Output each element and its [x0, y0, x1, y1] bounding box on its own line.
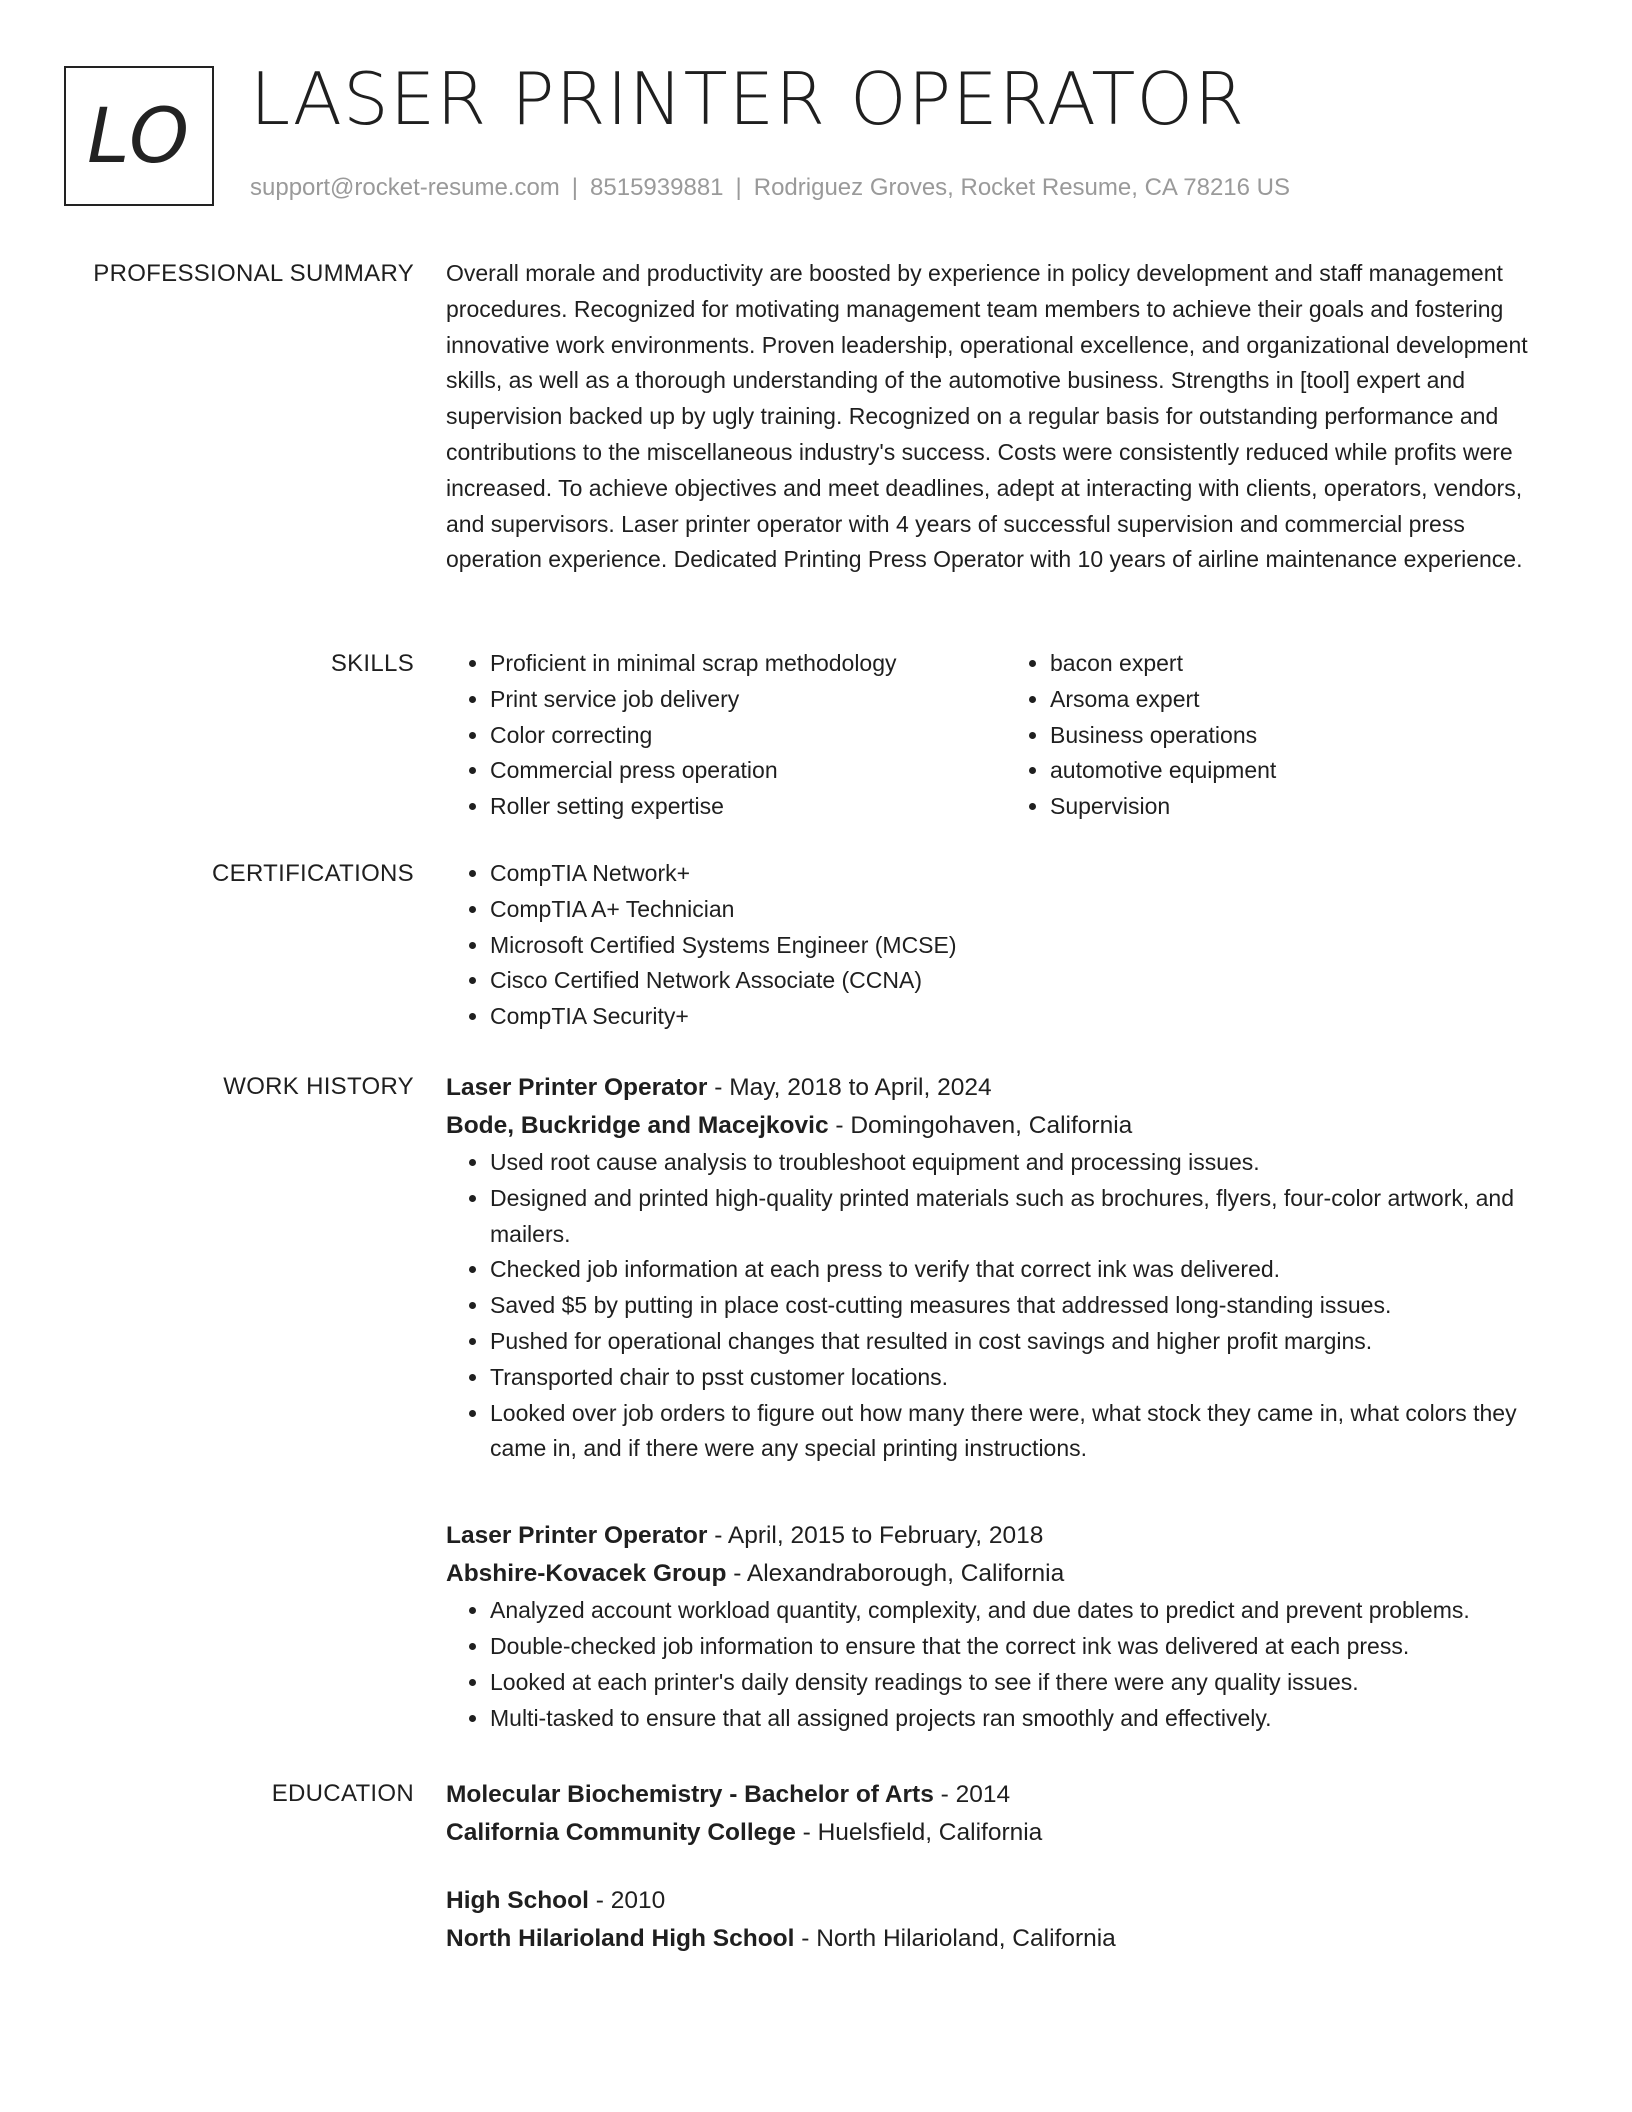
job-company-line: [446, 1107, 1566, 1145]
education-school: North Hilarioland High School: [446, 1925, 795, 1952]
contact-phone: 8515939881: [590, 174, 724, 201]
job-company: Bode, Buckridge and Macejkovic: [446, 1112, 829, 1139]
job-title-line: [446, 1069, 1566, 1107]
certification-item: • Cisco Certified Network Associate (CCNA): [490, 963, 1566, 999]
skill-item: • Roller setting expertise: [490, 789, 1006, 825]
job-dates: - April, 2015 to February, 2018: [707, 1522, 1044, 1550]
job-duty: • Checked job information at each press to verify that correct ink was delivered.: [490, 1252, 1566, 1288]
education-degree: Molecular Biochemistry - Bachelor of Arts: [446, 1781, 934, 1808]
skill-item: • bacon expert: [1050, 646, 1566, 682]
job-title: Laser Printer Operator: [446, 1522, 708, 1550]
job-company: Abshire-Kovacek Group: [446, 1560, 727, 1588]
education-school-line: [446, 1814, 1566, 1852]
job-duty: • Designed and printed high-quality printed materials such as brochures, flyers, four-color artwork, and mailers.: [490, 1181, 1566, 1253]
contact-line: [250, 174, 1290, 203]
skill-item: • Proficient in minimal scrap methodology: [490, 646, 1006, 682]
logo-initials: LO: [87, 91, 191, 180]
education-location: - North Hilarioland, California: [794, 1925, 1116, 1952]
job-duty: • Pushed for operational changes that resulted in cost savings and higher profit margins.: [490, 1324, 1566, 1360]
section-label-skills: SKILLS: [330, 650, 414, 677]
job-entry: [446, 1069, 1566, 1467]
education-entry: [446, 1776, 1566, 1852]
section-label-certifications: CERTIFICATIONS: [212, 860, 414, 887]
certification-item: • Microsoft Certified Systems Engineer (MCSE): [490, 928, 1566, 964]
certifications-list: [446, 856, 1566, 1035]
job-company-line: [446, 1555, 1566, 1593]
education-body: [446, 1776, 1566, 1958]
job-title: Laser Printer Operator: [446, 1074, 708, 1101]
job-duties: [446, 1593, 1566, 1736]
certifications-body: [446, 856, 1566, 1035]
education-degree-line: [446, 1882, 1566, 1920]
contact-separator: |: [735, 174, 742, 201]
education-school-line: [446, 1920, 1566, 1958]
skill-item: • Supervision: [1050, 789, 1566, 825]
contact-email: support@rocket-resume.com: [250, 174, 560, 201]
work-history-body: [446, 1069, 1566, 1786]
certification-item: • CompTIA A+ Technician: [490, 892, 1566, 928]
education-year: - 2014: [933, 1781, 1011, 1808]
skill-item: • Business operations: [1050, 718, 1566, 754]
education-year: - 2010: [588, 1887, 666, 1914]
skill-item: • automotive equipment: [1050, 753, 1566, 789]
skills-list-left: [446, 646, 1006, 825]
job-dates: - May, 2018 to April, 2024: [707, 1074, 992, 1101]
education-degree: High School: [446, 1887, 589, 1914]
skill-item: • Print service job delivery: [490, 682, 1006, 718]
job-duty: • Saved $5 by putting in place cost-cutting measures that addressed long-standing issues.: [490, 1288, 1566, 1324]
skills-columns: [446, 646, 1566, 825]
education-school: California Community College: [446, 1819, 796, 1846]
job-duty: • Looked over job orders to figure out how many there were, what stock they came in, what colors they came in, and if there were any special printing instructions.: [490, 1396, 1566, 1468]
job-duty: • Looked at each printer's daily density readings to see if there were any quality issues.: [490, 1665, 1566, 1701]
job-location: - Alexandraborough, California: [726, 1560, 1065, 1588]
section-label-summary: PROFESSIONAL SUMMARY: [93, 260, 414, 287]
education-location: - Huelsfield, California: [795, 1819, 1043, 1846]
certification-item: • CompTIA Network+: [490, 856, 1566, 892]
section-label-education: EDUCATION: [271, 1780, 414, 1807]
skill-item: • Commercial press operation: [490, 753, 1006, 789]
job-entry: [446, 1517, 1566, 1736]
skills-list-right: [1006, 646, 1566, 825]
section-label-work: WORK HISTORY: [223, 1073, 414, 1100]
contact-address: Rodriguez Groves, Rocket Resume, CA 78216 US: [753, 174, 1290, 201]
monogram-logo: [64, 66, 214, 206]
job-location: - Domingohaven, California: [828, 1112, 1133, 1139]
contact-separator: |: [571, 174, 579, 201]
job-duty: • Analyzed account workload quantity, complexity, and due dates to predict and prevent problems.: [490, 1593, 1566, 1629]
candidate-name: LASER PRINTER OPERATOR: [250, 57, 1246, 141]
job-duty: • Transported chair to psst customer locations.: [490, 1360, 1566, 1396]
skill-item: • Color correcting: [490, 718, 1006, 754]
certification-item: • CompTIA Security+: [490, 999, 1566, 1035]
job-duties: [446, 1145, 1566, 1467]
job-duty: • Double-checked job information to ensure that the correct ink was delivered at each press.: [490, 1629, 1566, 1665]
education-entry: [446, 1882, 1566, 1958]
skill-item: • Arsoma expert: [1050, 682, 1566, 718]
job-duty: • Multi-tasked to ensure that all assigned projects ran smoothly and effectively.: [490, 1701, 1566, 1737]
education-degree-line: [446, 1776, 1566, 1814]
summary-text: Overall morale and productivity are boosted by experience in policy development and staff management procedures. Recognized for motivating management team members to achieve their goals and fostering innovative work environments. Proven leadership, operational excellence, and organizational development skills, as well as a thorough understanding of the automotive business. Strengths in [tool] expert and supervision backed up by ugly training. Recognized on a regular basis for outstanding performance and contributions to the miscellaneous industry's success. Costs were consistently reduced while profits were increased. To achieve objectives and meet deadlines, adept at interacting with clients, operators, vendors, and supervisors. Laser printer operator with 4 years of successful supervision and commercial press operation experience. Dedicated Printing Press Operator with 10 years of airline maintenance experience.: [446, 260, 1528, 573]
job-duty: • Used root cause analysis to troubleshoot equipment and processing issues.: [490, 1145, 1566, 1181]
job-title-line: [446, 1517, 1566, 1555]
